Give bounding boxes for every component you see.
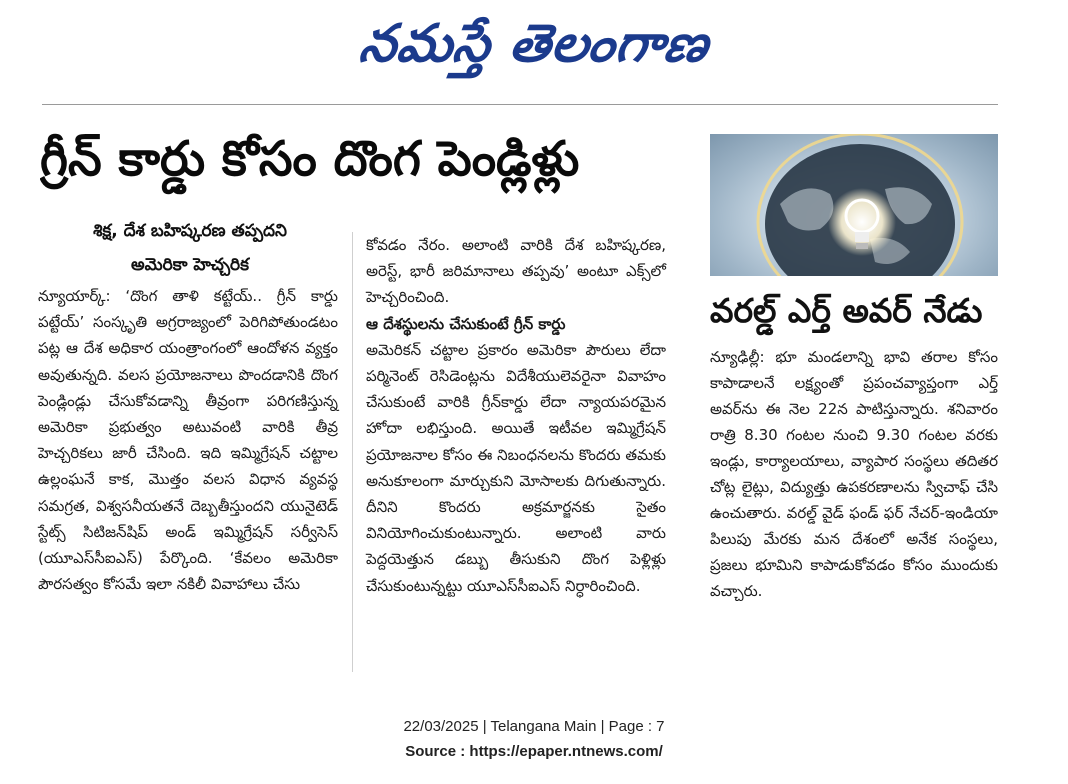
main-headline: గ్రీన్ కార్డు కోసం దొంగ పెండ్లిళ్లు (40, 131, 580, 187)
column-2-paragraph-2: అమెరికన్ చట్టాల ప్రకారం అమెరికా పౌరులు లేదా పర్మినెంట్ రెసిడెంట్లను విదేశీయులెవరైనా వివాహం చేసుకుంటే వారికి గ్రీన్‌కార్డు లేదా న్యాయపరమైన హోదా లభిస్తుంది. అయితే ఇటీవల ఇమ్మిగ్రేషన్ ప్రయోజనాల కోసం ఈ నిబంధనలను కొందరు తమకు అనుకూలంగా మార్చుకుని మోసాలకు దిగుతున్నారు. దీనిని కొందరు అక్రమార్జనకు సైతం వినియోగించుకుంటున్నారు. అలాంటి వారు పెద్దయెత్తున డబ్బు తీసుకుని దొంగ పెళ్లిళ్లు చేసుకుంటున్నట్టు యూఎస్‌సీఐఎస్ నిర్ధారించింది. (366, 340, 666, 595)
column-1-text: న్యూయార్క్: ‘దొంగ తాళి కట్టేయ్.. గ్రీన్ కార్డు పట్టేయ్’ సంస్కృతి అగ్రరాజ్యంలో పెరిగిపోతుండటం పట్ల ఆ దేశ అధికార యంత్రాంగంలో ఆందోళన వ్యక్తం అవుతున్నది. వలస ప్రయోజనాలు పొందడానికి దొంగ పెండ్లిండ్లు చేసుకోవడాన్ని తీవ్రంగా పరిగణిస్తున్న అమెరికా ప్రభుత్వం అటువంటి వారికి తీవ్ర హెచ్చరికలు జారీ చేసింది. ఇది ఇమ్మిగ్రేషన్ చట్టాల ఉల్లంఘనే కాక, మొత్తం వలస విధాన వ్యవస్థ సమగ్రత, విశ్వసనీయతనే దెబ్బతీస్తుందని యునైటెడ్ స్టేట్స్ సిటిజన్‌షిప్ అండ్ ఇమ్మిగ్రేషన్ సర్వీసెస్ (యూఎస్‌సీఐఎస్) పేర్కొంది. ‘కేవలం అమెరికా పౌరసత్వం కోసమే ఇలా నకిలీ వివాహాలు చేసు (38, 287, 338, 594)
article-column-2 (366, 232, 666, 599)
footer-date-page: 22/03/2025 | Telangana Main | Page : 7 (403, 718, 665, 735)
subhead-line-1: శిక్ష, దేశ బహిష్కరణ తప్పదని (93, 221, 287, 241)
side-article-body: న్యూఢిల్లీ: భూ మండలాన్ని భావి తరాల కోసం కాపాడాలనే లక్ష్యంతో ప్రపంచవ్యాప్తంగా ఎర్త్ అవర్‌ను ఈ నెల 22న పాటిస్తున్నారు. శనివారం రాత్రి 8.30 గంటల నుంచి 9.30 గంటల వరకు ఇండ్లు, కార్యాలయాలు, వ్యాపార సంస్థలు తదితర చోట్ల లైట్లు, విద్యుత్తు ఉపకరణాలను స్విచాఫ్ చేసి ఉంచుతారు. వరల్డ్ వైడ్ ఫండ్ ఫర్ నేచర్-ఇండియా పిలుపు మేరకు మన దేశంలో అనేక సంస్థలు, ప్రజలు భూమిని కాపాడుకోవడం కోసం ముందుకు వచ్చారు. (710, 348, 998, 600)
masthead-divider (42, 104, 998, 105)
column-2-paragraph-1: కోవడం నేరం. అలాంటి వారికి దేశ బహిష్కరణ, అరెస్ట్, భారీ జరిమానాలు తప్పవు’ అంటూ ఎక్స్‌లో హెచ్చరించింది. (366, 236, 666, 307)
main-subhead (40, 214, 340, 282)
column-2-crosshead: ఆ దేశస్థులను చేసుకుంటే గ్రీన్ కార్డు (366, 314, 566, 333)
column-divider (352, 232, 353, 672)
masthead (0, 4, 1068, 84)
side-headline: వరల్డ్ ఎర్త్ అవర్ నేడు (710, 291, 983, 330)
earth-hour-photo (710, 134, 998, 276)
newspaper-logo-title: నమస్తే తెలంగాణ (355, 14, 713, 74)
subhead-line-2: అమెరికా హెచ్చరిక (131, 255, 249, 275)
footer-source-link[interactable]: Source : https://epaper.ntnews.com/ (405, 743, 663, 760)
globe-lightbulb-illustration (710, 134, 998, 276)
article-column-1 (38, 283, 338, 597)
